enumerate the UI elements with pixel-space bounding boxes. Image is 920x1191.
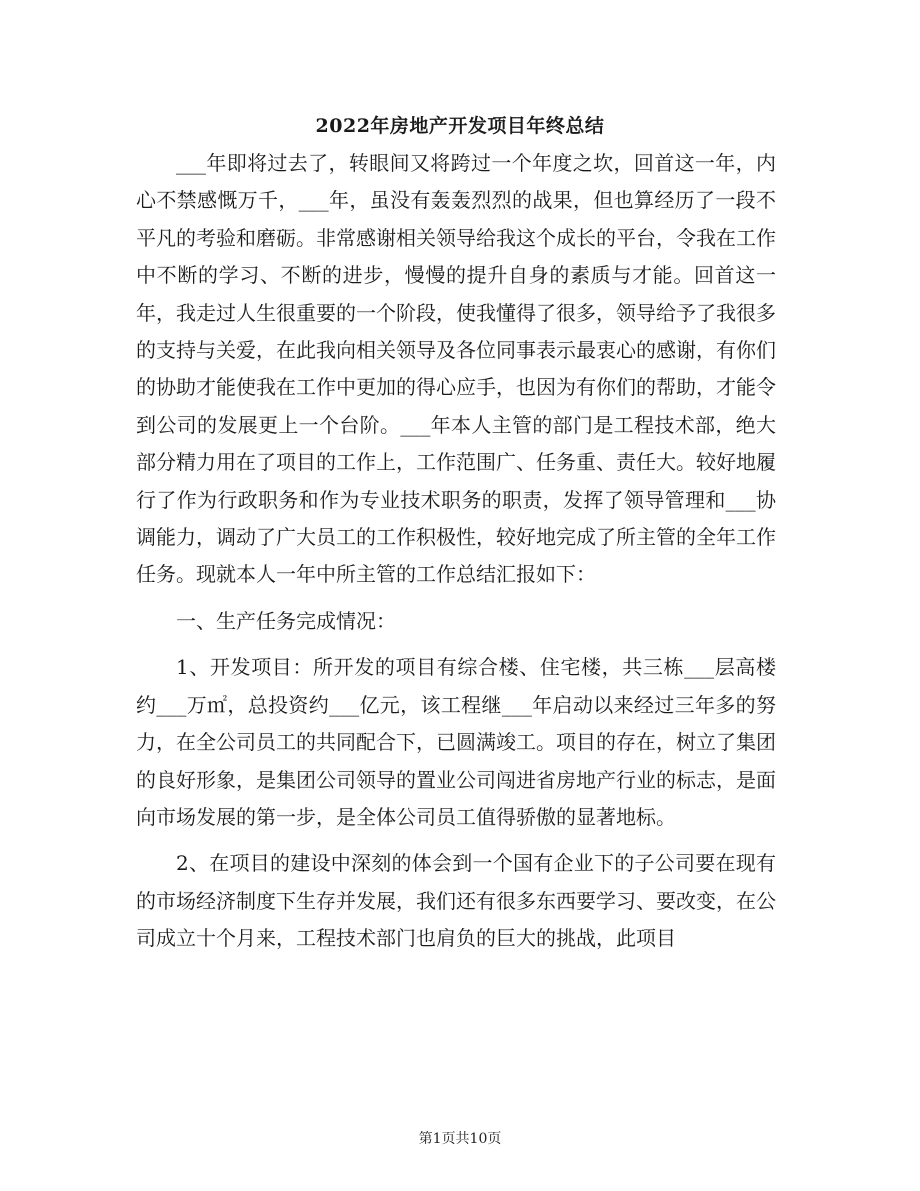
paragraph-item-1: 1、开发项目：所开发的项目有综合楼、住宅楼，共三栋___层高楼约___万㎡，总投资约___亿元，该工程继___年启动以来经过三年多的努力，在全公司员工的共同配合下，已圆满竣工。项目的存在，树立了集团的良好形象，是集团公司领导的置业公司闯进省房地产行业的标志，是面向市场发展的第一步，是全体公司员工值得骄傲的显著地标。 — [136, 655, 776, 829]
paragraph-intro: ___年即将过去了，转眼间又将跨过一个年度之坎，回首这一年，内心不禁感慨万千，___年，虽没有轰轰烈烈的战果，但也算经历了一段不平凡的考验和磨砺。非常感谢相关领导给我这个成长的平台，令我在工作中不断的学习、不断的进步，慢慢的提升自身的素质与才能。回首这一年，我走过人生很重要的一个阶段，使我懂得了很多，领导给予了我很多的支持与关爱，在此我向相关领导及各位同事表示最衷心的感谢，有你们的协助才能使我在工作中更加的得心应手，也因为有你们的帮助，才能令到公司的发展更上一个台阶。___年本人主管的部门是工程技术部，绝大部分精力用在了项目的工作上，工作范围广、任务重、责任大。较好地履行了作为行政职务和作为专业技术职务的职责，发挥了领导管理和___协调能力，调动了广大员工的工作积极性，较好地完成了所主管的全年工作任务。现就本人一年中所主管的工作总结汇报如下： — [136, 151, 776, 587]
document-title: 2022年房地产开发项目年终总结 — [315, 115, 605, 137]
paragraph-section-heading: 一、生产任务完成情况： — [176, 608, 396, 633]
paragraph-item-2: 2、在项目的建设中深刻的体会到一个国有企业下的子公司要在现有的市场经济制度下生存并发展，我们还有很多东西要学习、要改变，在公司成立十个月来，工程技术部门也肩负的巨大的挑战，此项目 — [136, 851, 776, 951]
document-body — [136, 145, 776, 958]
page-number-footer: 第1页共10页 — [418, 1131, 502, 1147]
